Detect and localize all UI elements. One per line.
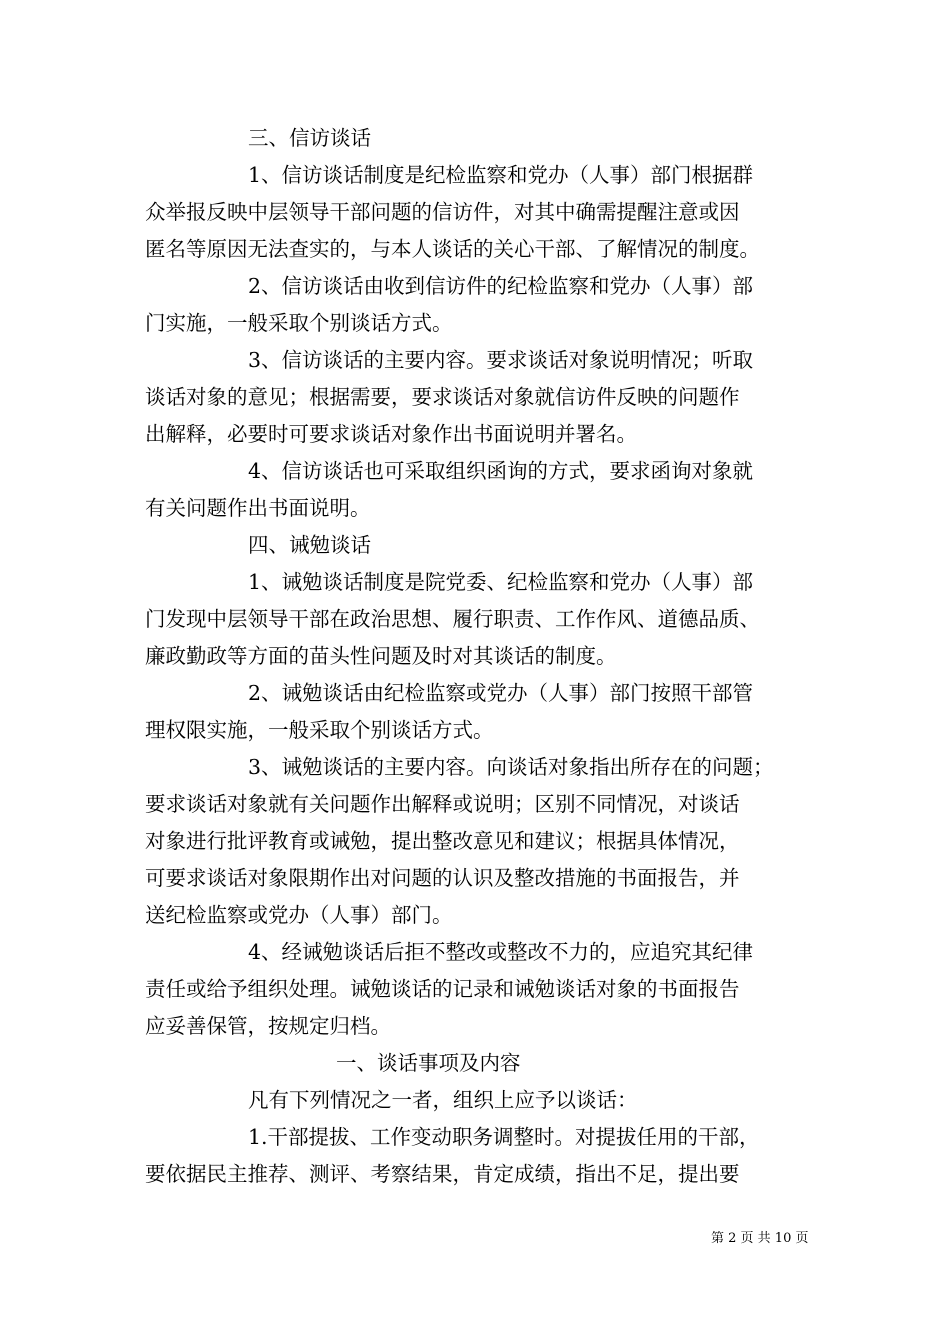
paragraph-line: 2、信访谈话由收到信访件的纪检监察和党办（人事）部: [248, 274, 754, 298]
paragraph-line: 1、信访谈话制度是纪检监察和党办（人事）部门根据群: [248, 163, 754, 187]
section-heading-3: 三、信访谈话: [248, 126, 371, 150]
paragraph-line: 责任或给予组织处理。诫勉谈话的记录和诫勉谈话对象的书面报告: [145, 977, 740, 1001]
paragraph-line: 凡有下列情况之一者，组织上应予以谈话：: [248, 1088, 638, 1112]
paragraph-line: 出解释，必要时可要求谈话对象作出书面说明并署名。: [145, 422, 637, 446]
paragraph-line: 1、诫勉谈话制度是院党委、纪检监察和党办（人事）部: [248, 570, 754, 594]
section-heading-1: 一、谈话事项及内容: [336, 1051, 521, 1075]
paragraph-line: 理权限实施，一般采取个别谈话方式。: [145, 718, 494, 742]
paragraph-line: 4、经诫勉谈话后拒不整改或整改不力的，应追究其纪律: [248, 940, 754, 964]
paragraph-line: 可要求谈话对象限期作出对问题的认识及整改措施的书面报告，并: [145, 866, 740, 890]
paragraph-line: 要依据民主推荐、测评、考察结果，肯定成绩，指出不足，提出要: [145, 1162, 740, 1186]
paragraph-line: 众举报反映中层领导干部问题的信访件，对其中确需提醒注意或因: [145, 200, 740, 224]
paragraph-line: 匿名等原因无法查实的，与本人谈话的关心干部、了解情况的制度。: [145, 237, 760, 261]
paragraph-line: 要求谈话对象就有关问题作出解释或说明；区别不同情况，对谈话: [145, 792, 740, 816]
paragraph-line: 4、信访谈话也可采取组织函询的方式，要求函询对象就: [248, 459, 754, 483]
paragraph-line: 1.干部提拔、工作变动职务调整时。对提拔任用的干部，: [248, 1125, 760, 1149]
paragraph-line: 谈话对象的意见；根据需要，要求谈话对象就信访件反映的问题作: [145, 385, 740, 409]
paragraph-line: 廉政勤政等方面的苗头性问题及时对其谈话的制度。: [145, 644, 617, 668]
section-heading-4: 四、诫勉谈话: [248, 533, 371, 557]
paragraph-line: 2、诫勉谈话由纪检监察或党办（人事）部门按照干部管: [248, 681, 754, 705]
paragraph-line: 送纪检监察或党办（人事）部门。: [145, 903, 453, 927]
paragraph-line: 3、信访谈话的主要内容。要求谈话对象说明情况；听取: [248, 348, 754, 372]
paragraph-line: 门发现中层领导干部在政治思想、履行职责、工作作风、道德品质、: [145, 607, 760, 631]
paragraph-line: 3、诫勉谈话的主要内容。向谈话对象指出所存在的问题；: [248, 755, 774, 779]
paragraph-line: 应妥善保管，按规定归档。: [145, 1014, 391, 1038]
paragraph-line: 门实施，一般采取个别谈话方式。: [145, 311, 453, 335]
page-number-footer: 第 2 页 共 10 页: [711, 1231, 809, 1246]
paragraph-line: 对象进行批评教育或诫勉，提出整改意见和建议；根据具体情况，: [145, 829, 740, 853]
paragraph-line: 有关问题作出书面说明。: [145, 496, 371, 520]
